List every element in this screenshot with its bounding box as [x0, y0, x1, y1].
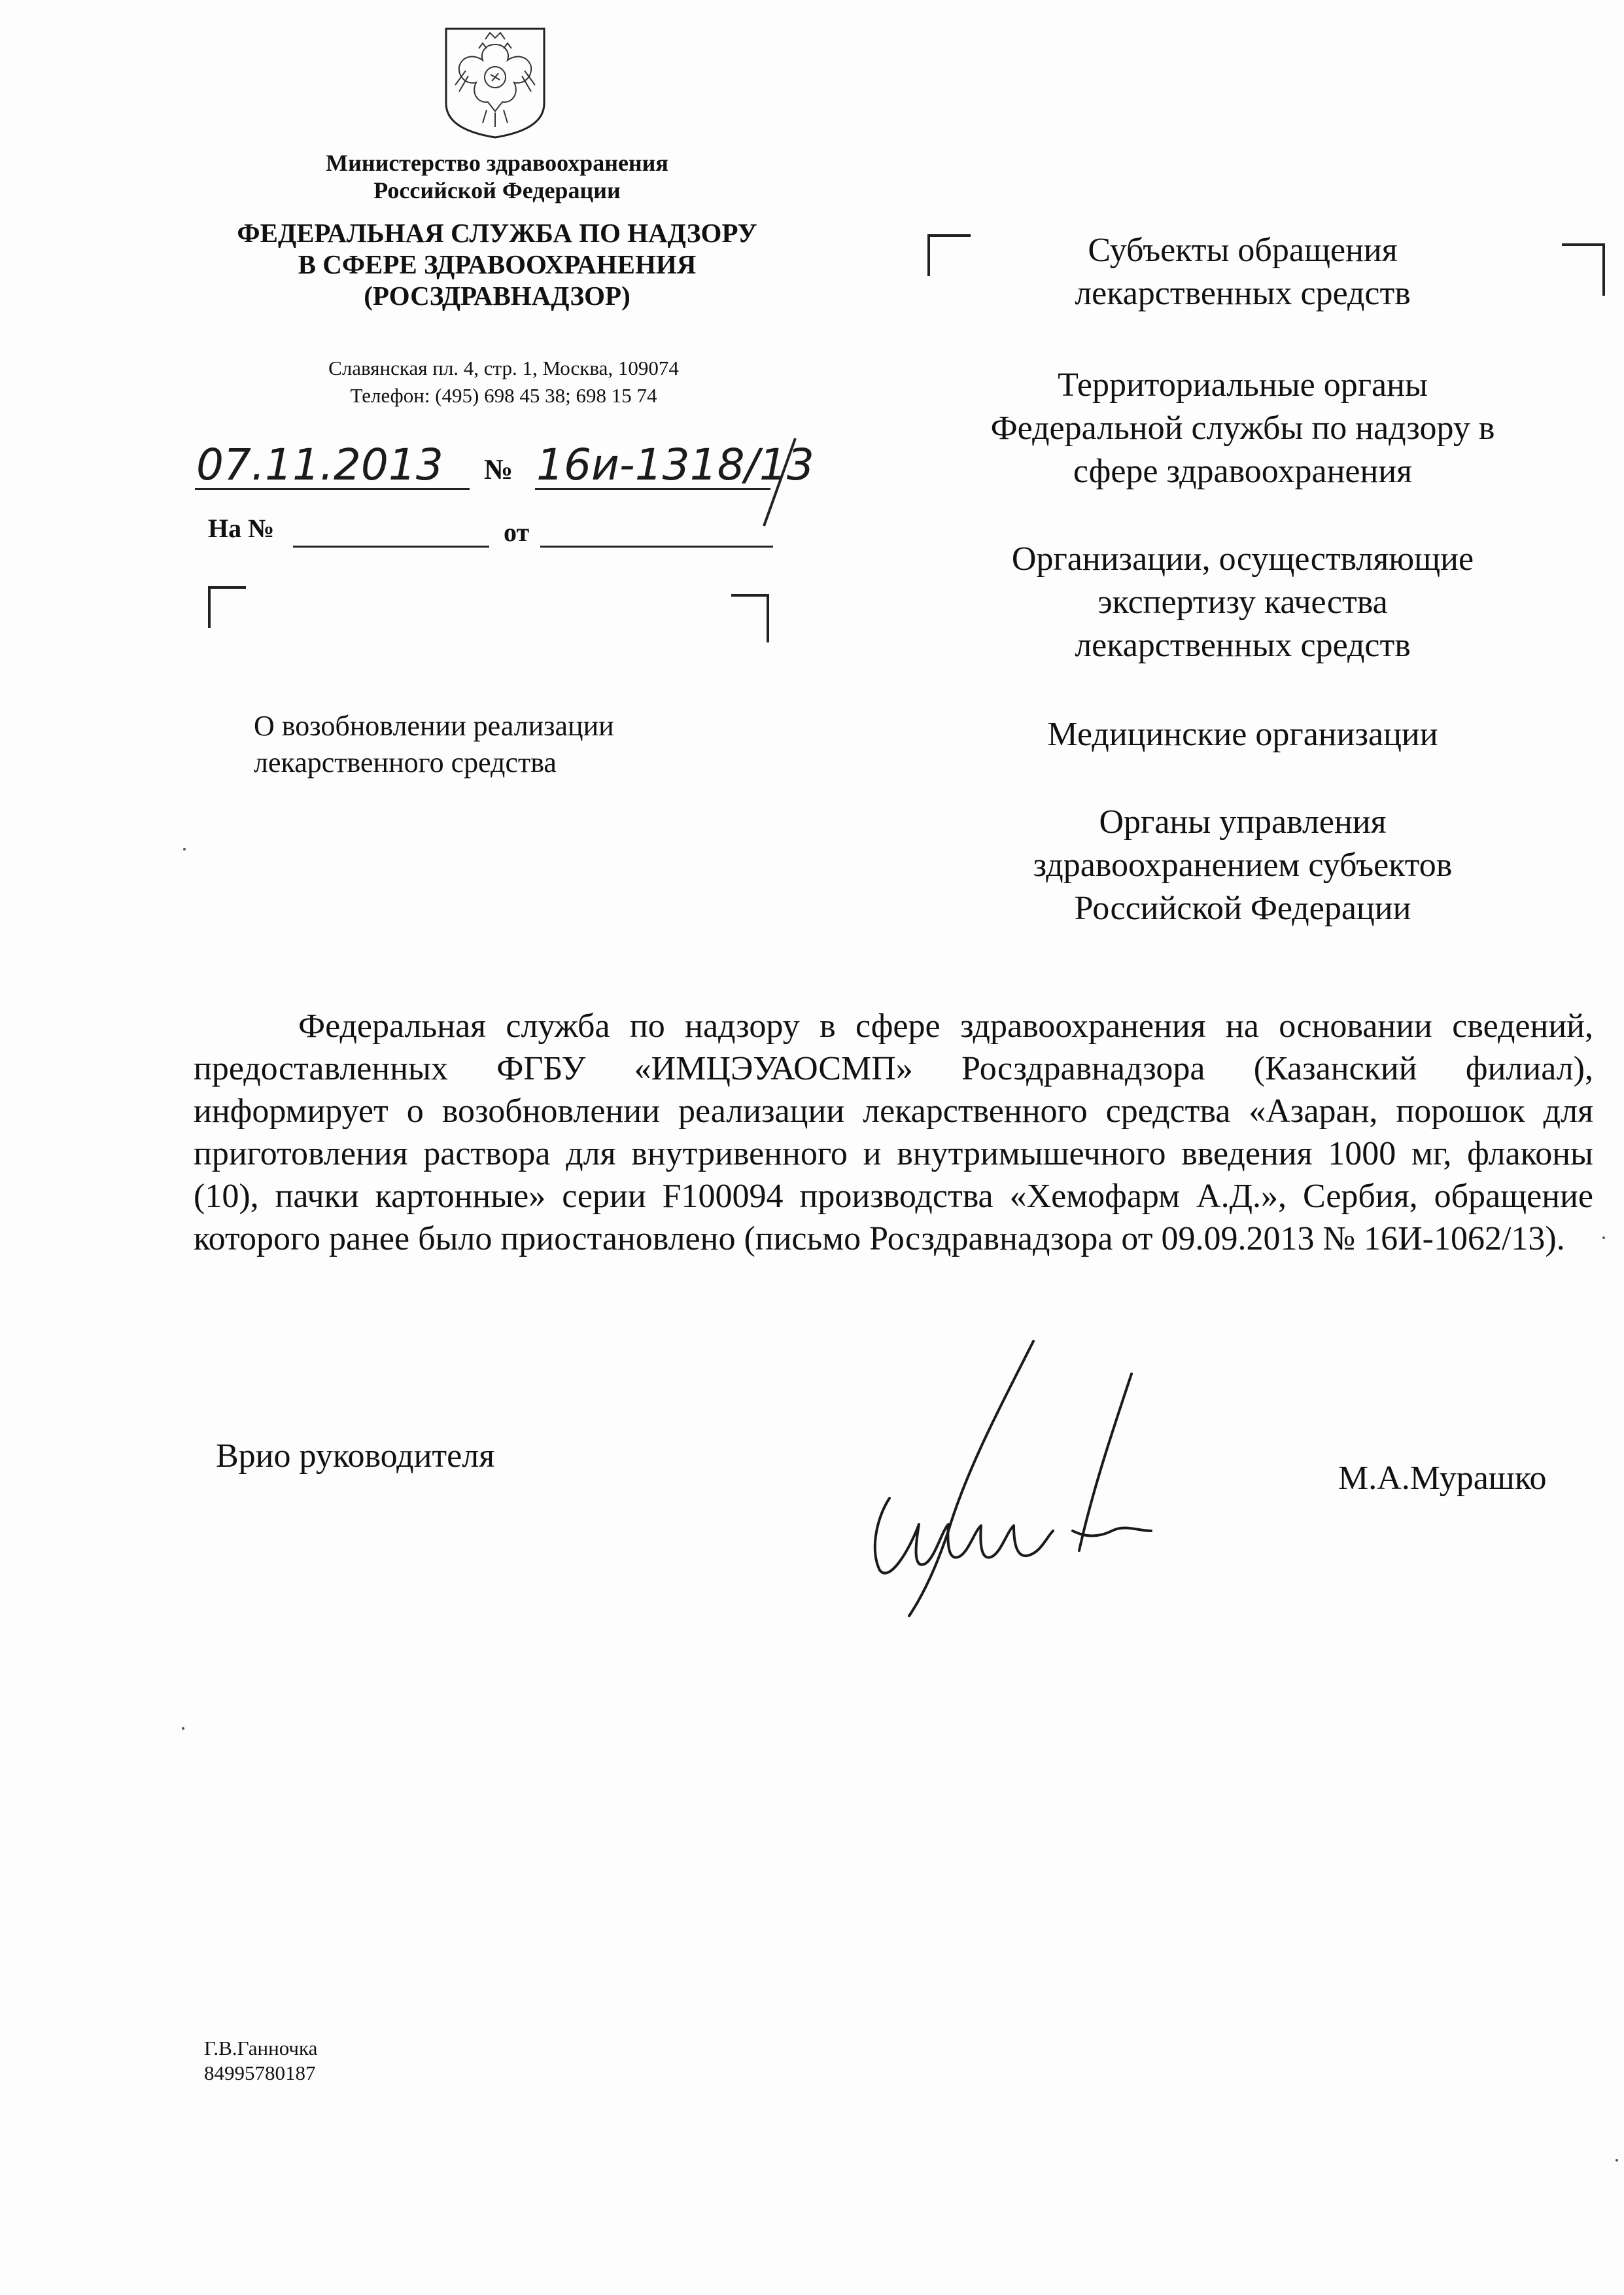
signatory-name: М.А.Мурашко: [1338, 1460, 1547, 1497]
executor-info: [204, 2036, 317, 2086]
executor-name: Г.В.Ганночка: [204, 2037, 318, 2059]
reference-number-label: На №: [208, 514, 275, 543]
executor-phone: 84995780187: [204, 2061, 316, 2084]
subject-bracket-left: [208, 586, 246, 628]
addressee-2: [929, 364, 1557, 493]
registration-number-sign: №: [484, 453, 513, 485]
signatory-title: Врио руководителя: [216, 1437, 495, 1475]
scan-speck: [183, 848, 186, 850]
addressee-line: Органы управления: [1099, 803, 1387, 841]
addressee-4: [929, 713, 1557, 756]
reference-date-label: от: [504, 517, 530, 547]
addressee-line: сфере здравоохранения: [1073, 453, 1413, 490]
ministry-line-1: Министерство здравоохранения: [326, 150, 668, 176]
addressee-line: Российской Федерации: [1074, 890, 1411, 927]
letter-subject: [254, 708, 712, 781]
phone-line: Телефон: (495) 698 45 38; 698 15 74: [350, 384, 657, 407]
addressee-line: Субъекты обращения: [1088, 232, 1398, 269]
handwritten-slash-mark: [718, 434, 816, 533]
scan-speck: [1602, 1236, 1605, 1239]
addressee-line: Федеральной службы по надзору в: [990, 410, 1495, 447]
subject-bracket-right: [731, 594, 769, 642]
letter-body: Федеральная служба по надзору в сфере здравоохранения на основании сведений, предоставленных ФГБУ «ИМЦЭУАОСМП» Росздравнадзора (Казанский филиал), информирует о возобновлении реализации лекарственного средства «Азаран, порошок для приготовления раствора для внутривенного и внутримышечного введения 1000 мг, флаконы (10), пачки картонные» серии F100094 производства «Хемофарм А.Д.», Сербия, обращение которого ранее было приостановлено (письмо Росздравнадзора от 09.09.2013 № 16И-1062/13).: [194, 1007, 1593, 1257]
service-heading: [196, 217, 798, 311]
addressee-5: [929, 801, 1557, 930]
ministry-line-2: Российской Федерации: [373, 177, 621, 203]
ministry-heading: [255, 149, 739, 204]
addressee-line: Территориальные органы: [1058, 366, 1428, 404]
addressee-line: Медицинские организации: [1047, 716, 1438, 753]
service-line-2: В СФЕРЕ ЗДРАВООХРАНЕНИЯ: [298, 249, 697, 279]
addressee-line: Организации, осуществляющие: [1011, 540, 1474, 578]
registration-date-underline: [195, 488, 470, 490]
addressee-3: [929, 538, 1557, 667]
addressee-line: лекарственных средств: [1075, 627, 1411, 664]
registration-number: 16и-1318/13: [536, 440, 814, 490]
service-line-1: ФЕДЕРАЛЬНАЯ СЛУЖБА ПО НАДЗОРУ: [237, 218, 757, 248]
addressee-line: здравоохранением субъектов: [1033, 847, 1453, 884]
registration-date: 07.11.2013: [196, 440, 443, 490]
subject-line-1: О возобновлении реализации: [254, 710, 614, 742]
service-line-3: (РОСЗДРАВНАДЗОР): [364, 281, 631, 311]
scan-speck: [1615, 2159, 1618, 2162]
address-line: Славянская пл. 4, стр. 1, Москва, 109074: [328, 357, 679, 379]
subject-line-2: лекарственного средства: [254, 746, 557, 779]
handwritten-signature: [850, 1335, 1177, 1636]
addressee-1: [929, 229, 1557, 315]
reference-number-blank: [293, 546, 489, 548]
reference-date-blank: [540, 546, 773, 548]
sender-address: [235, 355, 772, 410]
scan-speck: [182, 1727, 184, 1730]
addressee-line: экспертизу качества: [1097, 584, 1388, 621]
coat-of-arms-emblem: [440, 25, 551, 140]
addressee-line: лекарственных средств: [1075, 275, 1411, 312]
addressee-bracket-right: [1562, 243, 1605, 296]
